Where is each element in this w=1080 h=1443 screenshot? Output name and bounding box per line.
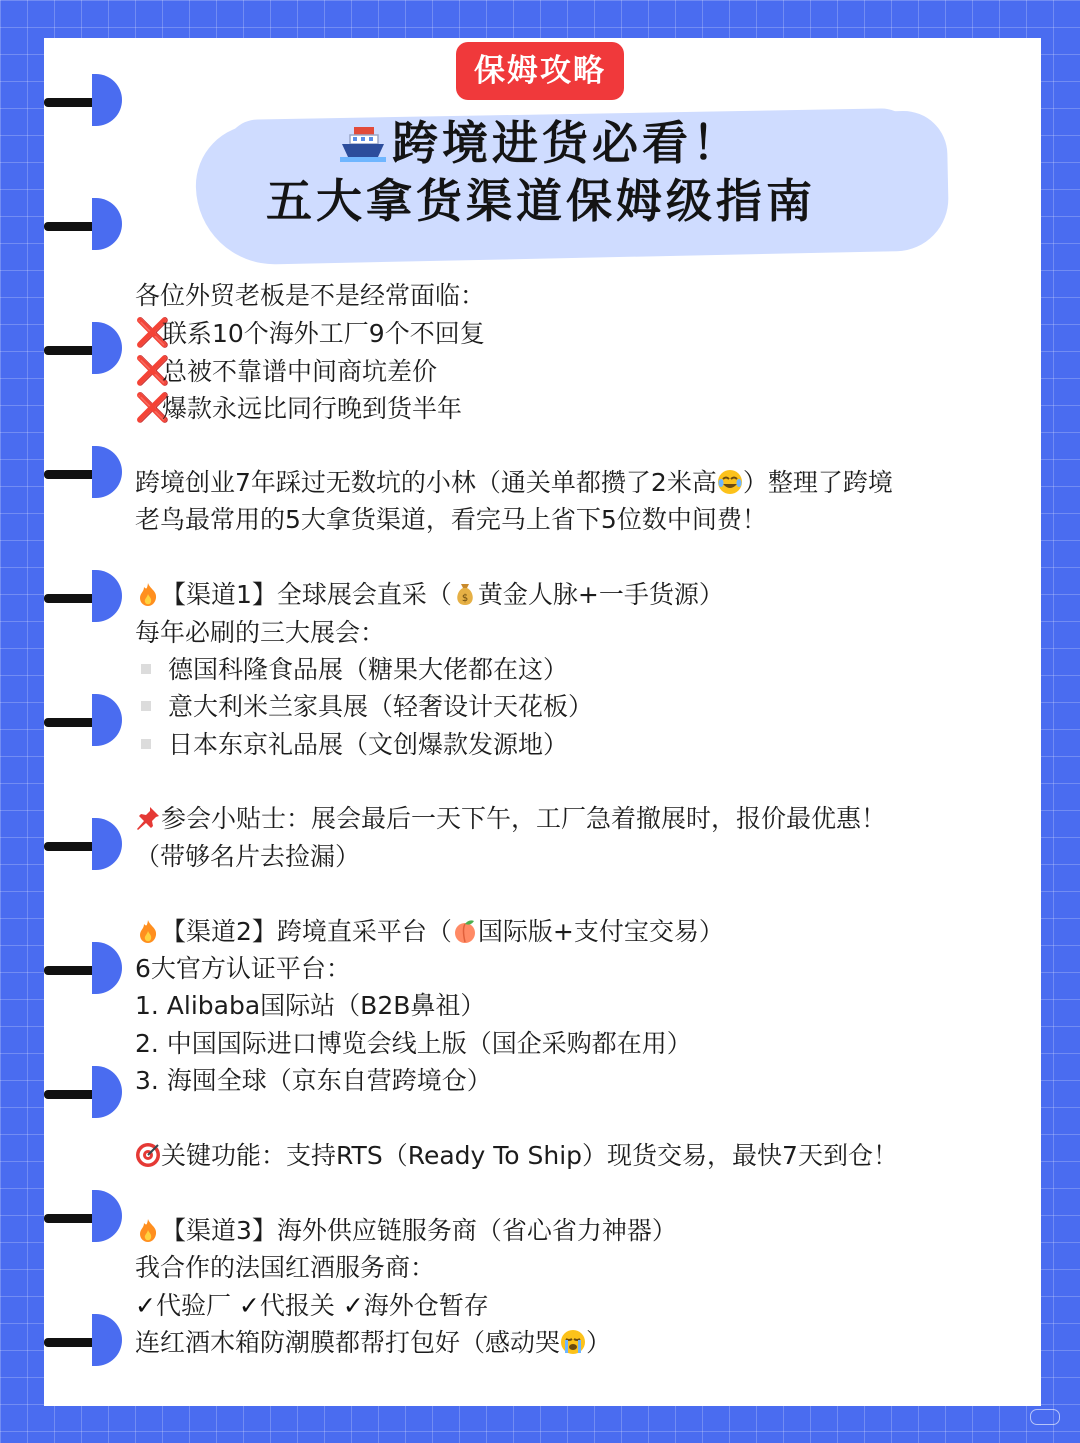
channel-3-subtitle: 我合作的法国红酒服务商： xyxy=(135,1253,436,1283)
laughing-crying-emoji-icon xyxy=(717,469,743,495)
tip-text: （带够名片去捡漏） xyxy=(135,841,361,871)
cross-icon: ❌ xyxy=(135,353,170,387)
bullet-icon xyxy=(141,664,151,674)
binder-ring xyxy=(44,324,122,376)
service-list: ✓代验厂 ✓代报关 ✓海外仓暂存 xyxy=(135,1287,995,1324)
fire-icon xyxy=(135,918,161,944)
binder-ring xyxy=(44,820,122,872)
bullet-icon xyxy=(141,739,151,749)
check-icon: ✓ xyxy=(238,1290,260,1320)
channel-3-heading: 【渠道3】海外供应链服务商（省心省力神器） xyxy=(135,1212,995,1249)
key-feature-text: 关键功能：支持RTS（Ready To Ship）现货交易，最快7天到仓！ xyxy=(135,1137,995,1174)
watermark-logo xyxy=(1030,1409,1060,1425)
channel-1-subtitle: 每年必刷的三大展会： xyxy=(135,617,386,647)
ship-icon xyxy=(340,123,386,163)
story-text: 老鸟最常用的5大拿货渠道，看完马上省下5位数中间费！ xyxy=(135,505,767,535)
pushpin-icon xyxy=(135,805,161,831)
closing-text: 连红酒木箱防潮膜都帮打包好（感动哭 ） xyxy=(135,1327,612,1357)
binder-ring xyxy=(44,448,122,500)
list-item: 意大利米兰家具展（轻奢设计天花板） xyxy=(135,688,995,725)
binder-ring xyxy=(44,944,122,996)
title-line-2: 五大拿货渠道保姆级指南 xyxy=(266,174,816,228)
list-item: 1. Alibaba国际站（B2B鼻祖） xyxy=(135,991,486,1021)
article-body xyxy=(135,277,995,1361)
pain-point: ❌总被不靠谱中间商坑差价 xyxy=(135,352,995,389)
cross-icon: ❌ xyxy=(135,316,170,350)
money-bag-icon xyxy=(452,581,478,607)
list-item: 2. 中国国际进口博览会线上版（国企采购都在用） xyxy=(135,1028,692,1058)
pain-point: ❌联系10个海外工厂9个不回复 xyxy=(135,314,995,351)
fire-icon xyxy=(135,1217,161,1243)
pain-point: ❌爆款永远比同行晚到货半年 xyxy=(135,389,995,426)
channel-1-heading: 【渠道1】全球展会直采（ $ 黄金人脉+一手货源） xyxy=(135,576,995,613)
title-line-1: 跨境进货必看！ xyxy=(392,116,742,170)
fire-icon xyxy=(135,581,161,607)
check-icon: ✓ xyxy=(135,1290,156,1320)
bullet-icon xyxy=(141,701,151,711)
story-text: 跨境创业7年踩过无数坑的小林（通关单都攒了2米高 ）整理了跨境 xyxy=(135,467,893,497)
crying-emoji-icon xyxy=(560,1329,586,1355)
channel-2-subtitle: 6大官方认证平台： xyxy=(135,954,351,984)
binder-ring xyxy=(44,76,122,128)
binder-ring xyxy=(44,1316,122,1368)
intro-text: 各位外贸老板是不是经常面临： xyxy=(135,281,486,310)
list-item: 日本东京礼品展（文创爆款发源地） xyxy=(135,726,995,763)
guide-tag: 保姆攻略 xyxy=(456,42,624,100)
target-icon xyxy=(135,1142,161,1168)
channel-2-heading: 【渠道2】跨境直采平台（ 国际版+支付宝交易） xyxy=(135,913,995,950)
binder-ring xyxy=(44,1192,122,1244)
list-item: 德国科隆食品展（糖果大佬都在这） xyxy=(135,651,995,688)
page-title xyxy=(196,114,886,230)
check-icon: ✓ xyxy=(342,1290,364,1320)
cross-icon: ❌ xyxy=(135,391,170,425)
binder-ring xyxy=(44,1068,122,1120)
peach-icon xyxy=(452,918,478,944)
tip-text: 参会小贴士：展会最后一天下午，工厂急着撤展时，报价最优惠！ xyxy=(135,800,995,837)
binder-ring xyxy=(44,200,122,252)
binder-ring xyxy=(44,572,122,624)
list-item: 3. 海囤全球（京东自营跨境仓） xyxy=(135,1066,492,1096)
svg-text:$: $ xyxy=(461,593,469,605)
binder-ring xyxy=(44,696,122,748)
